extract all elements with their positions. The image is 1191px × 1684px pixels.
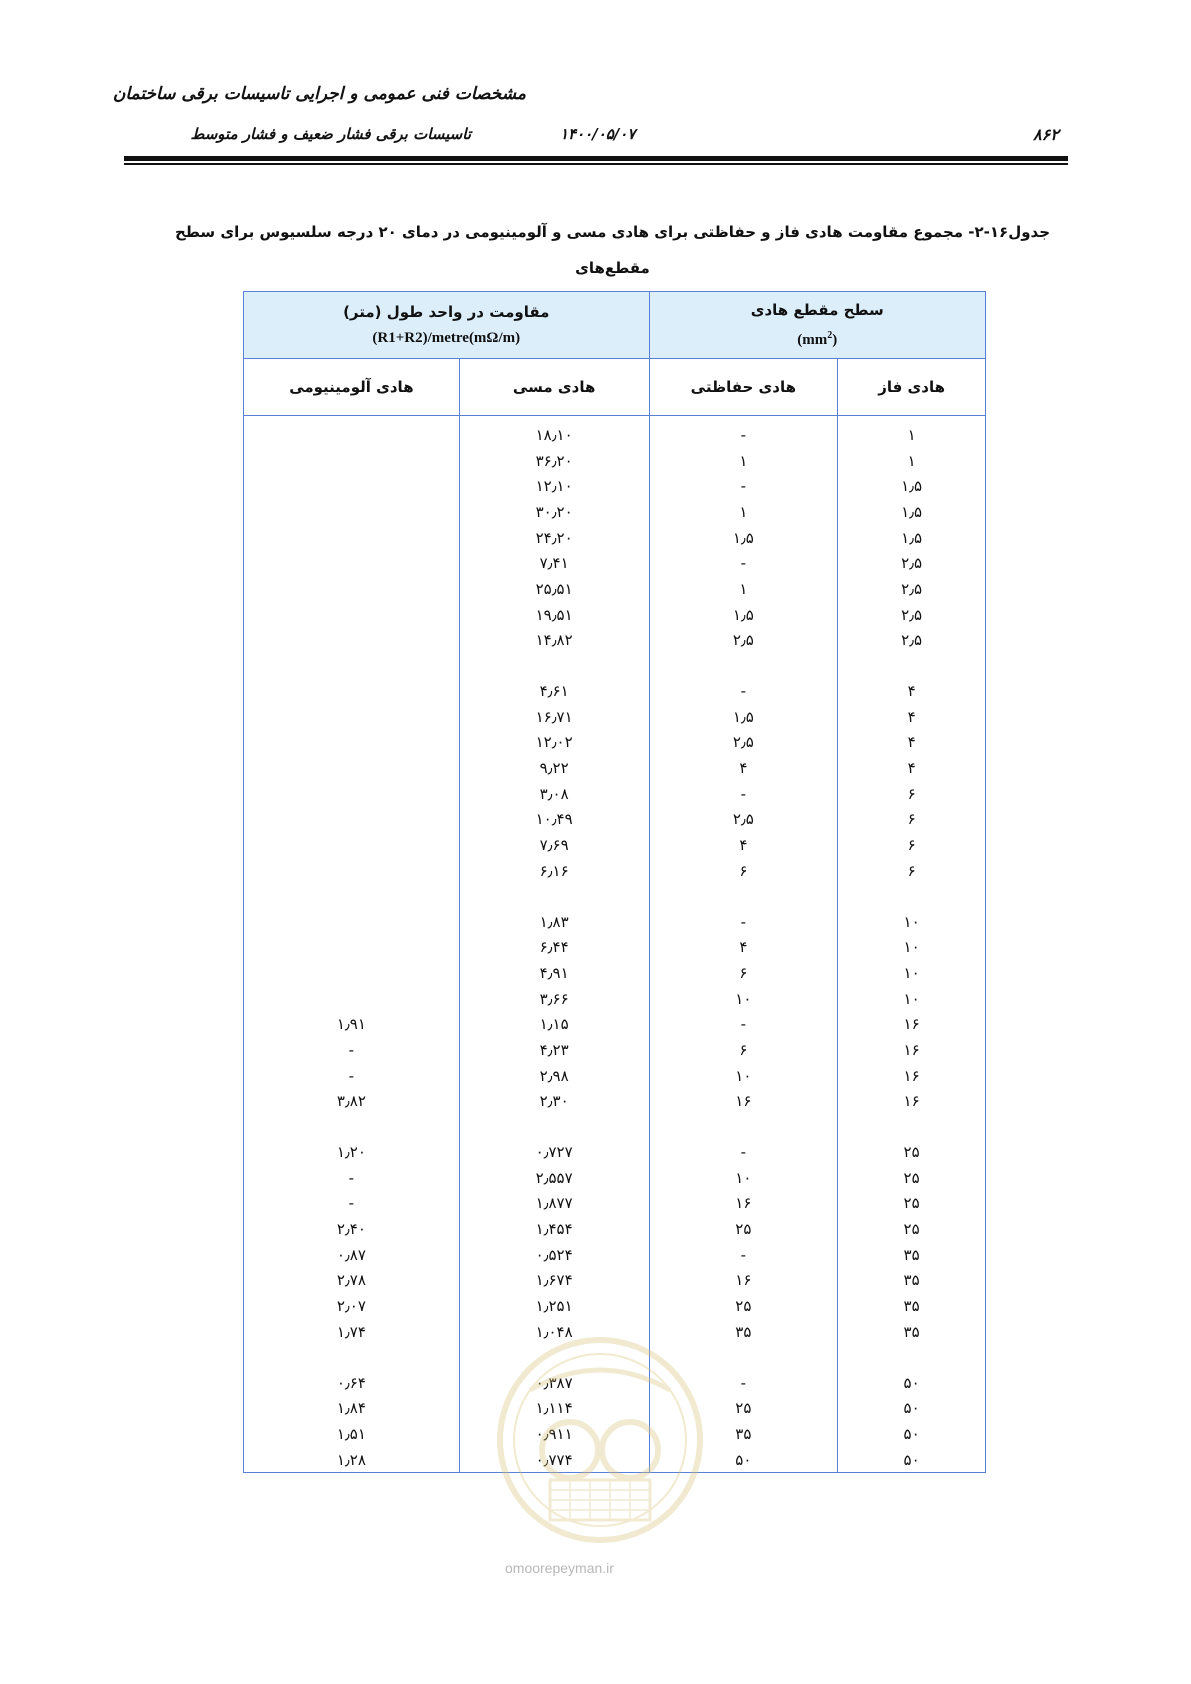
cell-phase: ۱۰ xyxy=(838,909,986,935)
cell-aluminium xyxy=(244,781,460,807)
cell-protective: ۱۰ xyxy=(649,1063,838,1089)
table-row xyxy=(244,550,986,576)
cell-copper: ۰٫۳۸۷ xyxy=(459,1370,649,1396)
table-row xyxy=(244,1165,986,1191)
cell-copper: ۱۲٫۱۰ xyxy=(459,473,649,499)
cell-copper: ۹٫۲۲ xyxy=(459,755,649,781)
cell-phase xyxy=(838,884,986,909)
col-header-aluminium: هادی آلومینیومی xyxy=(244,359,460,416)
table-row xyxy=(244,602,986,628)
cell-copper xyxy=(459,653,649,678)
cell-protective: ۱ xyxy=(649,576,838,602)
cell-phase: ۵۰ xyxy=(838,1370,986,1396)
cell-protective: ۱٫۵ xyxy=(649,704,838,730)
resistance-group-header xyxy=(244,292,650,359)
cell-protective: - xyxy=(649,550,838,576)
cell-phase: ۲۵ xyxy=(838,1191,986,1217)
cell-copper: ۶٫۱۶ xyxy=(459,858,649,884)
cell-protective: - xyxy=(649,781,838,807)
cell-phase: ۶ xyxy=(838,807,986,833)
cell-protective: ۱٫۵ xyxy=(649,602,838,628)
cell-protective: - xyxy=(649,1242,838,1268)
cell-aluminium xyxy=(244,909,460,935)
table-row xyxy=(244,473,986,499)
table-row xyxy=(244,960,986,986)
cell-aluminium xyxy=(244,755,460,781)
cell-phase: ۳۵ xyxy=(838,1319,986,1345)
cell-copper: ۱۸٫۱۰ xyxy=(459,416,649,448)
cell-phase xyxy=(838,1345,986,1370)
document-subtitle: تاسیسات برقی فشار ضعیف و فشار متوسط xyxy=(190,125,471,143)
table-row xyxy=(244,1089,986,1115)
cell-aluminium: ۱٫۵۱ xyxy=(244,1421,460,1447)
cell-phase xyxy=(838,1114,986,1139)
watermark-site: omoorepeyman.ir xyxy=(505,1560,614,1576)
cell-phase: ۳۵ xyxy=(838,1268,986,1294)
table-row xyxy=(244,1268,986,1294)
unit-superscript: 2 xyxy=(827,330,833,341)
section-group-unit xyxy=(650,323,986,353)
cell-copper: ۱٫۸۳ xyxy=(459,909,649,935)
cell-aluminium xyxy=(244,858,460,884)
cell-aluminium: ۲٫۴۰ xyxy=(244,1216,460,1242)
cell-aluminium xyxy=(244,678,460,704)
cell-aluminium xyxy=(244,986,460,1012)
cell-copper: ۱۰٫۴۹ xyxy=(459,807,649,833)
cell-aluminium: ۱٫۹۱ xyxy=(244,1011,460,1037)
cell-phase: ۴ xyxy=(838,755,986,781)
table-row xyxy=(244,1011,986,1037)
cell-protective: ۶ xyxy=(649,1037,838,1063)
resistance-group-unit: (R1+R2)/metre(mΩ/m) xyxy=(372,330,521,346)
cell-phase: ۱۶ xyxy=(838,1037,986,1063)
document-date: ۱۴۰۰/۰۵/۰۷ xyxy=(560,125,636,143)
table-row xyxy=(244,934,986,960)
table-gap-row xyxy=(244,884,986,909)
table-row xyxy=(244,576,986,602)
watermark-seal xyxy=(490,1330,710,1560)
cell-aluminium xyxy=(244,807,460,833)
table-row xyxy=(244,832,986,858)
table-row xyxy=(244,730,986,756)
cell-protective xyxy=(649,653,838,678)
cell-copper: ۳٫۰۸ xyxy=(459,781,649,807)
cell-copper: ۴٫۶۱ xyxy=(459,678,649,704)
cell-phase: ۱۶ xyxy=(838,1089,986,1115)
caption-line-1: جدول۱۶-۲- مجموع مقاومت هادی فاز و حفاظتی برای هادی مسی و آلومینیومی در دمای ۲۰ درجه سلسیوس برای سطح مقطع‌های xyxy=(174,223,1051,277)
cell-copper: ۲۵٫۵۱ xyxy=(459,576,649,602)
section-group-header xyxy=(649,292,986,359)
cell-phase: ۳۵ xyxy=(838,1293,986,1319)
table-gap-row xyxy=(244,1114,986,1139)
cell-phase: ۵۰ xyxy=(838,1421,986,1447)
cell-phase: ۲۵ xyxy=(838,1165,986,1191)
cell-phase: ۲٫۵ xyxy=(838,628,986,654)
cell-protective: ۱ xyxy=(649,499,838,525)
cell-phase: ۱٫۵ xyxy=(838,473,986,499)
cell-aluminium xyxy=(244,416,460,448)
cell-protective: - xyxy=(649,473,838,499)
cell-copper: ۲٫۵۵۷ xyxy=(459,1165,649,1191)
cell-copper xyxy=(459,1114,649,1139)
cell-phase: ۱۰ xyxy=(838,986,986,1012)
cell-aluminium: ۳٫۸۲ xyxy=(244,1089,460,1115)
cell-copper xyxy=(459,884,649,909)
cell-copper: ۶٫۴۴ xyxy=(459,934,649,960)
table-row xyxy=(244,678,986,704)
cell-protective: ۴ xyxy=(649,934,838,960)
resistance-group-title: مقاومت در واحد طول (متر) xyxy=(343,303,550,321)
cell-copper: ۰٫۷۲۷ xyxy=(459,1139,649,1165)
table-row xyxy=(244,1063,986,1089)
cell-protective: ۱۰ xyxy=(649,1165,838,1191)
cell-copper: ۱۲٫۰۲ xyxy=(459,730,649,756)
cell-phase: ۱٫۵ xyxy=(838,499,986,525)
cell-aluminium xyxy=(244,704,460,730)
cell-copper: ۰٫۷۷۴ xyxy=(459,1447,649,1473)
page-number: ۸۶۲ xyxy=(1033,125,1059,144)
table-row xyxy=(244,1037,986,1063)
cell-phase: ۶ xyxy=(838,858,986,884)
cell-protective: ۶ xyxy=(649,960,838,986)
table-row xyxy=(244,416,986,448)
cell-protective: ۲٫۵ xyxy=(649,628,838,654)
cell-phase: ۱ xyxy=(838,416,986,448)
cell-phase: ۲٫۵ xyxy=(838,550,986,576)
table-row xyxy=(244,909,986,935)
cell-protective: ۱۰ xyxy=(649,986,838,1012)
cell-aluminium xyxy=(244,832,460,858)
cell-phase xyxy=(838,653,986,678)
cell-phase: ۳۵ xyxy=(838,1242,986,1268)
cell-aluminium: ۰٫۸۷ xyxy=(244,1242,460,1268)
cell-copper: ۱۹٫۵۱ xyxy=(459,602,649,628)
table-row xyxy=(244,1293,986,1319)
col-header-phase: هادی فاز xyxy=(838,359,986,416)
cell-aluminium xyxy=(244,884,460,909)
cell-copper: ۱٫۸۷۷ xyxy=(459,1191,649,1217)
cell-aluminium xyxy=(244,576,460,602)
cell-phase: ۱٫۵ xyxy=(838,525,986,551)
cell-protective: - xyxy=(649,1139,838,1165)
cell-aluminium xyxy=(244,473,460,499)
resistance-table xyxy=(243,291,986,1473)
cell-aluminium xyxy=(244,934,460,960)
table-row xyxy=(244,1216,986,1242)
cell-protective: ۱۶ xyxy=(649,1089,838,1115)
cell-phase: ۵۰ xyxy=(838,1447,986,1473)
cell-copper: ۰٫۵۲۴ xyxy=(459,1242,649,1268)
unit-base: (mm xyxy=(797,332,828,348)
unit-end: ) xyxy=(832,332,838,348)
table-row xyxy=(244,1242,986,1268)
cell-aluminium xyxy=(244,628,460,654)
cell-aluminium: - xyxy=(244,1165,460,1191)
cell-aluminium: - xyxy=(244,1191,460,1217)
cell-protective: - xyxy=(649,678,838,704)
cell-copper: ۳٫۶۶ xyxy=(459,986,649,1012)
cell-copper: ۴٫۹۱ xyxy=(459,960,649,986)
col-header-protective: هادی حفاظتی xyxy=(649,359,838,416)
cell-phase: ۵۰ xyxy=(838,1395,986,1421)
cell-protective: - xyxy=(649,1011,838,1037)
cell-protective xyxy=(649,884,838,909)
cell-aluminium: ۲٫۷۸ xyxy=(244,1268,460,1294)
cell-protective: ۲٫۵ xyxy=(649,807,838,833)
table-row xyxy=(244,1139,986,1165)
cell-protective: - xyxy=(649,1370,838,1396)
cell-protective: ۱ xyxy=(649,448,838,474)
table-row xyxy=(244,525,986,551)
cell-protective: ۱٫۵ xyxy=(649,525,838,551)
cell-aluminium: ۰٫۶۴ xyxy=(244,1370,460,1396)
cell-copper: ۲۴٫۲۰ xyxy=(459,525,649,551)
table-row xyxy=(244,858,986,884)
cell-aluminium: ۱٫۸۴ xyxy=(244,1395,460,1421)
cell-protective: ۲۵ xyxy=(649,1216,838,1242)
cell-protective: ۴ xyxy=(649,755,838,781)
table-row xyxy=(244,986,986,1012)
cell-phase: ۱۰ xyxy=(838,960,986,986)
cell-aluminium: ۱٫۲۰ xyxy=(244,1139,460,1165)
cell-protective: - xyxy=(649,416,838,448)
cell-copper: ۱٫۶۷۴ xyxy=(459,1268,649,1294)
cell-copper: ۰٫۹۱۱ xyxy=(459,1421,649,1447)
cell-copper: ۱٫۱۱۴ xyxy=(459,1395,649,1421)
cell-protective xyxy=(649,1114,838,1139)
cell-aluminium: ۱٫۷۴ xyxy=(244,1319,460,1345)
table-row xyxy=(244,1191,986,1217)
cell-copper: ۷٫۴۱ xyxy=(459,550,649,576)
cell-phase: ۱۶ xyxy=(838,1011,986,1037)
table-gap-row xyxy=(244,653,986,678)
cell-phase: ۱ xyxy=(838,448,986,474)
table-row xyxy=(244,628,986,654)
cell-phase: ۴ xyxy=(838,730,986,756)
cell-aluminium: ۲٫۰۷ xyxy=(244,1293,460,1319)
cell-copper: ۱٫۰۴۸ xyxy=(459,1319,649,1345)
cell-copper: ۲٫۹۸ xyxy=(459,1063,649,1089)
cell-aluminium xyxy=(244,499,460,525)
header-rule-thin xyxy=(124,163,1068,165)
cell-copper: ۴٫۲۳ xyxy=(459,1037,649,1063)
cell-aluminium: - xyxy=(244,1063,460,1089)
cell-aluminium xyxy=(244,730,460,756)
cell-protective: ۴ xyxy=(649,832,838,858)
cell-aluminium xyxy=(244,960,460,986)
table-row xyxy=(244,781,986,807)
cell-copper: ۱٫۲۵۱ xyxy=(459,1293,649,1319)
document-title: مشخصات فنی عمومی و اجرایی تاسیسات برقی ساختمان xyxy=(112,84,526,104)
cell-protective: ۲۵ xyxy=(649,1395,838,1421)
cell-protective: ۳۵ xyxy=(649,1421,838,1447)
cell-phase: ۶ xyxy=(838,781,986,807)
cell-phase: ۴ xyxy=(838,704,986,730)
cell-aluminium xyxy=(244,653,460,678)
cell-aluminium xyxy=(244,525,460,551)
cell-aluminium xyxy=(244,448,460,474)
cell-protective: ۶ xyxy=(649,858,838,884)
cell-copper: ۱۴٫۸۲ xyxy=(459,628,649,654)
cell-aluminium xyxy=(244,550,460,576)
cell-phase: ۲۵ xyxy=(838,1139,986,1165)
cell-phase: ۱۰ xyxy=(838,934,986,960)
table-row xyxy=(244,499,986,525)
cell-copper: ۱۶٫۷۱ xyxy=(459,704,649,730)
cell-protective: - xyxy=(649,909,838,935)
cell-copper: ۲٫۳۰ xyxy=(459,1089,649,1115)
cell-copper: ۳۶٫۲۰ xyxy=(459,448,649,474)
table-row xyxy=(244,704,986,730)
cell-phase: ۴ xyxy=(838,678,986,704)
section-group-title: سطح مقطع هادی xyxy=(750,301,884,319)
cell-copper: ۷٫۶۹ xyxy=(459,832,649,858)
cell-protective: ۱۶ xyxy=(649,1191,838,1217)
cell-protective: ۲۵ xyxy=(649,1293,838,1319)
cell-protective: ۲٫۵ xyxy=(649,730,838,756)
cell-aluminium: - xyxy=(244,1037,460,1063)
table-row xyxy=(244,755,986,781)
cell-phase: ۱۶ xyxy=(838,1063,986,1089)
cell-phase: ۶ xyxy=(838,832,986,858)
cell-copper: ۱٫۱۵ xyxy=(459,1011,649,1037)
table-row xyxy=(244,448,986,474)
cell-aluminium xyxy=(244,1114,460,1139)
cell-aluminium: ۱٫۲۸ xyxy=(244,1447,460,1473)
cell-protective: ۳۵ xyxy=(649,1319,838,1345)
cell-protective: ۱۶ xyxy=(649,1268,838,1294)
cell-aluminium xyxy=(244,602,460,628)
col-header-copper: هادی مسی xyxy=(459,359,649,416)
cell-phase: ۲٫۵ xyxy=(838,576,986,602)
cell-phase: ۲٫۵ xyxy=(838,602,986,628)
cell-protective: ۵۰ xyxy=(649,1447,838,1473)
table-body xyxy=(244,416,986,1473)
cell-copper: ۱٫۴۵۴ xyxy=(459,1216,649,1242)
header-rule-thick xyxy=(124,156,1068,161)
cell-aluminium xyxy=(244,1345,460,1370)
cell-copper: ۳۰٫۲۰ xyxy=(459,499,649,525)
cell-phase: ۲۵ xyxy=(838,1216,986,1242)
table-row xyxy=(244,807,986,833)
